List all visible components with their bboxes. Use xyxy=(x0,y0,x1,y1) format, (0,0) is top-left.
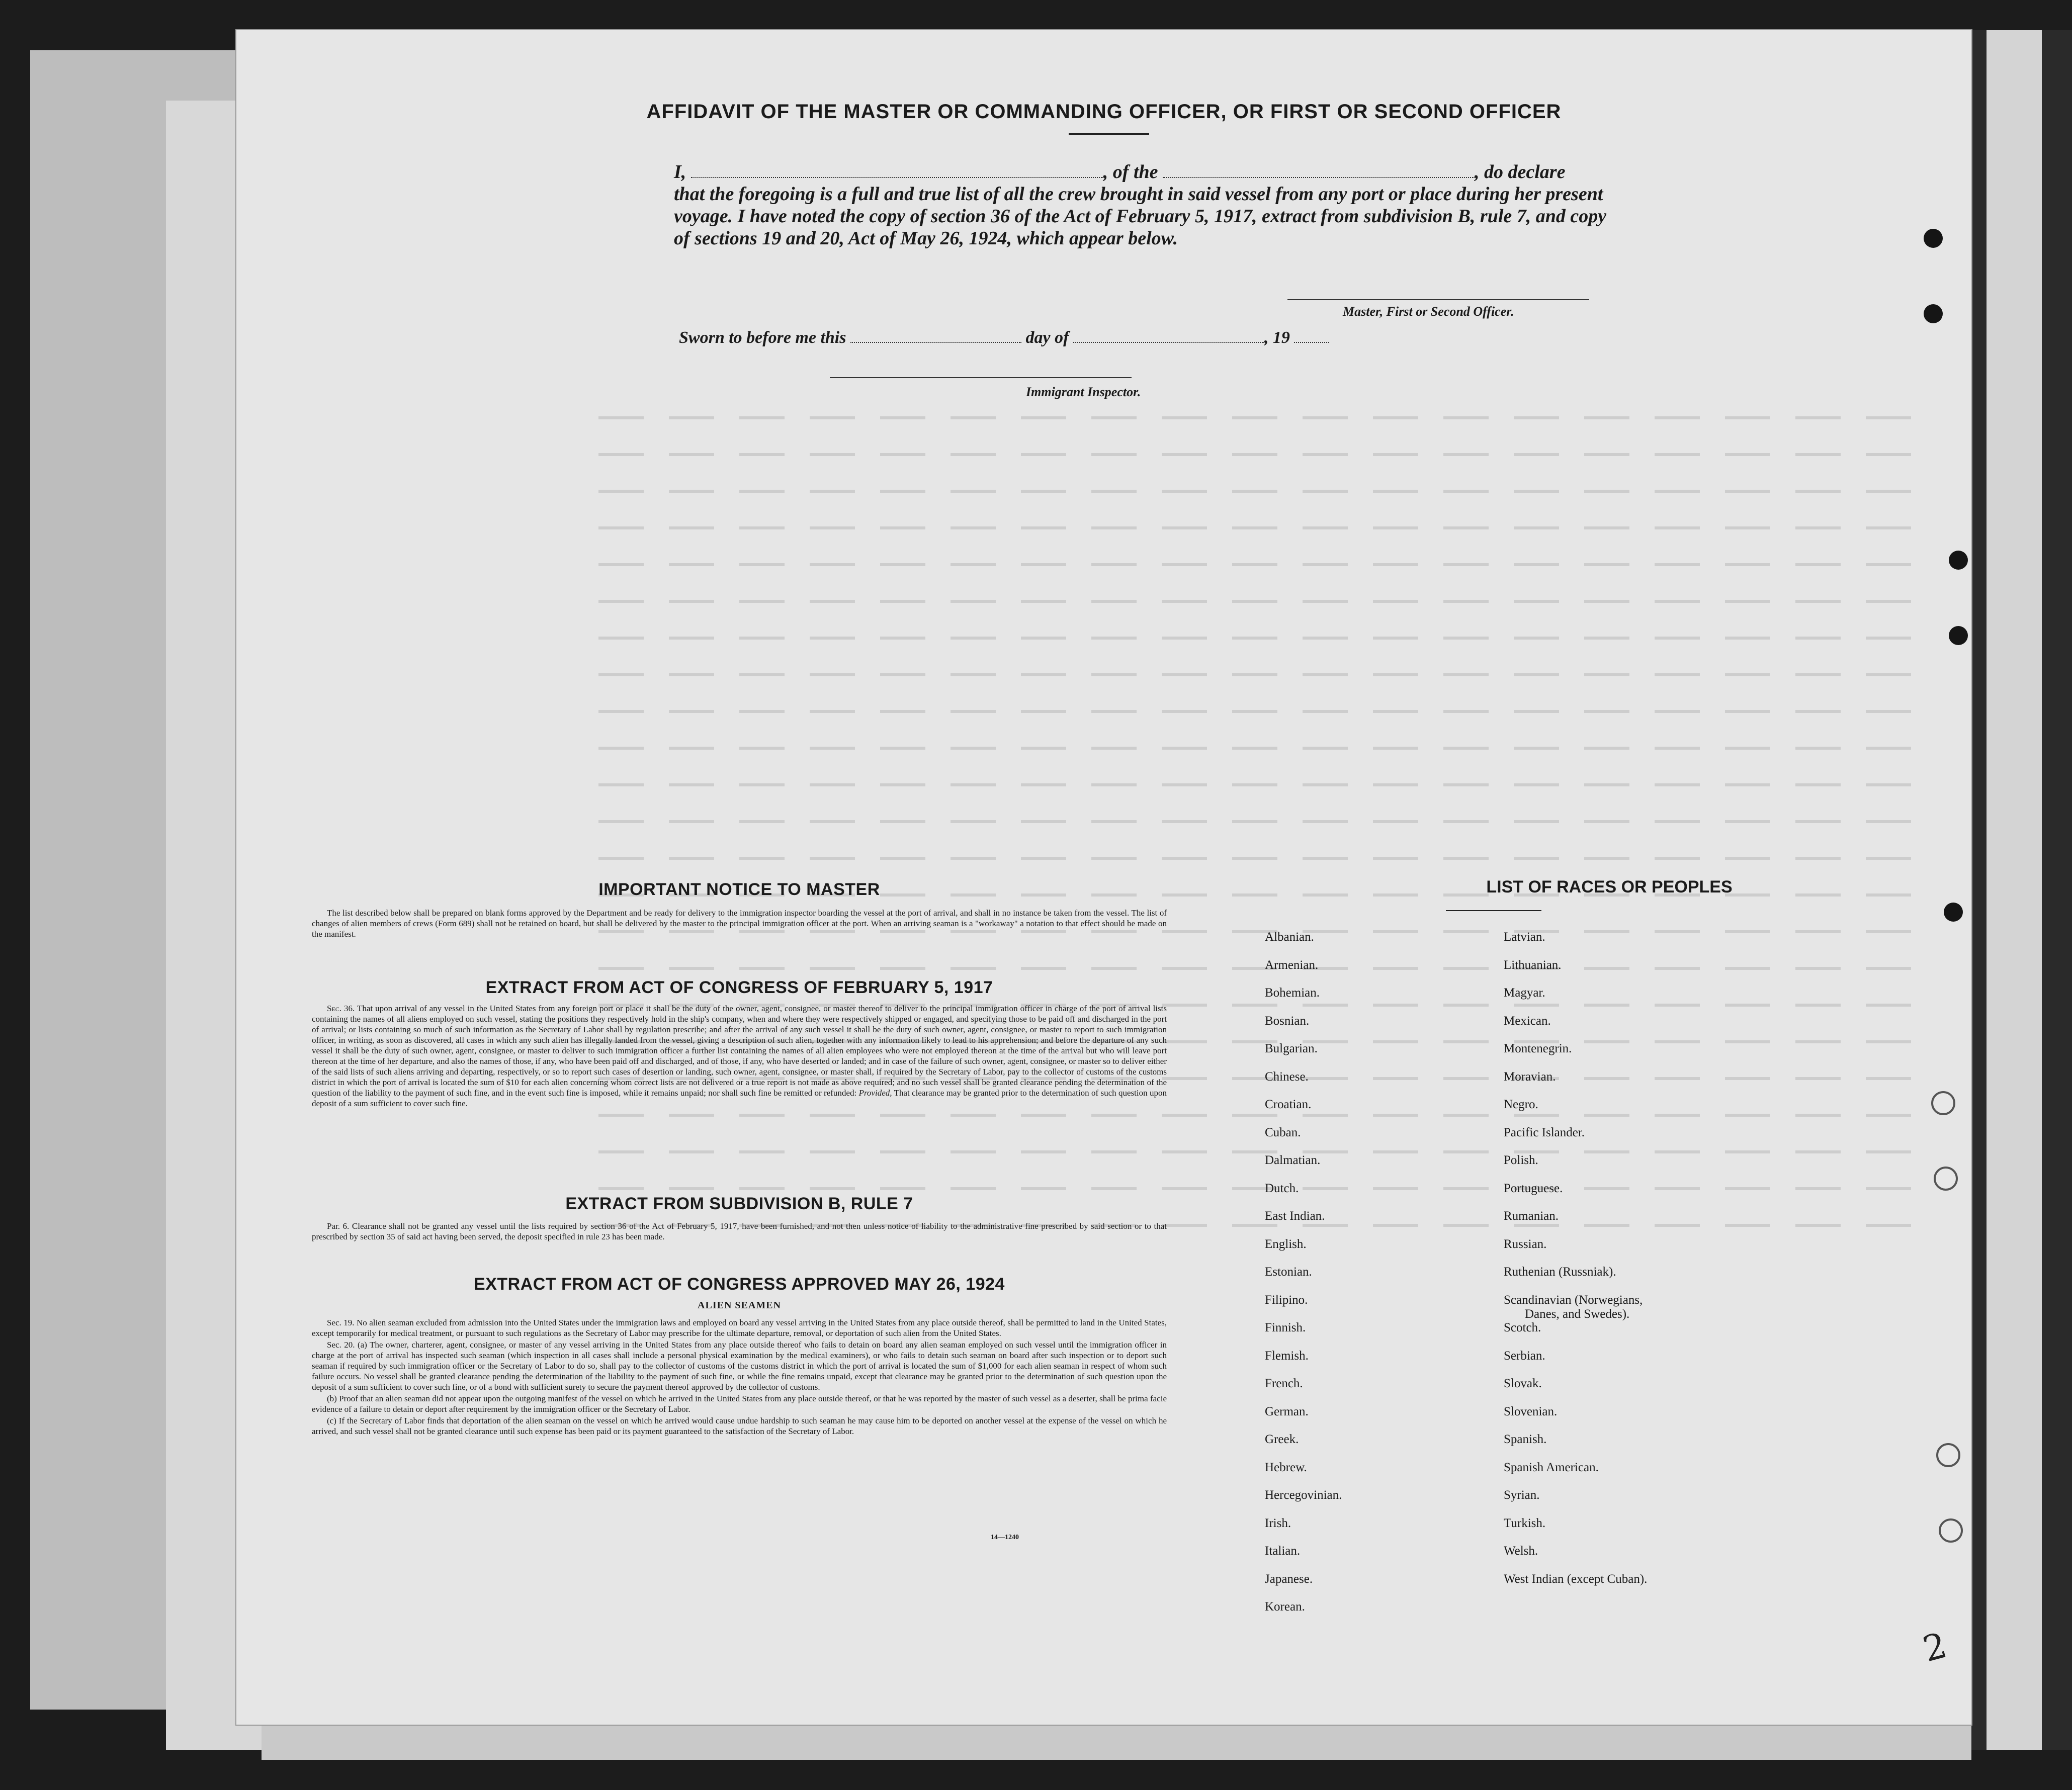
race-item: French. xyxy=(1265,1377,1303,1390)
inspector-label: Immigrant Inspector. xyxy=(1026,385,1141,399)
affidavit-title: AFFIDAVIT OF THE MASTER OR COMMANDING OFFICER, OR FIRST OR SECOND OFFICER xyxy=(646,101,1562,123)
provided-label: Provided, xyxy=(858,1088,892,1098)
race-item: West Indian (except Cuban). xyxy=(1504,1572,1648,1586)
race-item: Lithuanian. xyxy=(1504,958,1562,972)
race-item: Turkish. xyxy=(1504,1516,1546,1530)
sec-20b: (b) Proof that an alien seaman did not appear upon the outgoing manifest of the vessel on which he arrived in the United States from any place outside thereof, or that he was reported by the master of such vessel as a deserter, shall be prima facie evidence of a failure to detain or deport after requirement by the immigration officer or the Secretary of Labor. xyxy=(312,1394,1167,1414)
race-item: Dutch. xyxy=(1265,1181,1299,1195)
race-item: German. xyxy=(1265,1404,1309,1418)
sec-20c: (c) If the Secretary of Labor finds that deportation of the alien seaman on the vessel on which he arrived would cause undue hardship to such seaman he may cause him to be deported on another vessel at the expense of the vessel on which he arrived, and such vessel shall not be granted clearance until such expense has been paid or its payment guaranteed to the satisfaction of the Secretary of Labor. xyxy=(312,1416,1167,1436)
name-field[interactable] xyxy=(691,162,1103,178)
race-item: Portuguese. xyxy=(1504,1181,1563,1195)
race-item: Mexican. xyxy=(1504,1014,1551,1028)
race-item: Greek. xyxy=(1265,1433,1299,1446)
race-item: Chinese. xyxy=(1265,1069,1309,1084)
sworn-month-field[interactable] xyxy=(1073,327,1264,343)
declaration-text xyxy=(674,161,1851,249)
race-item: Korean. xyxy=(1265,1600,1305,1614)
race-item: Spanish American. xyxy=(1504,1460,1599,1474)
race-item: Scotch. xyxy=(1504,1321,1541,1334)
sec-36-tail: That clearance may be granted prior to the determination of such question upon deposit of a sum sufficient to cover such fine. xyxy=(312,1088,1167,1108)
race-item: Bohemian. xyxy=(1265,986,1320,1000)
race-item: Bosnian. xyxy=(1265,1014,1310,1028)
sec-36-label: Sec. 36. xyxy=(327,1004,355,1013)
year-label: , 19 xyxy=(1264,328,1290,347)
race-item: Filipino. xyxy=(1265,1293,1308,1307)
race-item: Bulgarian. xyxy=(1265,1042,1318,1055)
reinforcement-ring xyxy=(1931,1091,1955,1115)
race-item: Rumanian. xyxy=(1504,1209,1559,1223)
reinforcement-ring xyxy=(1934,1167,1958,1191)
race-item: Slovak. xyxy=(1504,1377,1542,1390)
race-item: Hercegovinian. xyxy=(1265,1488,1342,1502)
declaration-line: that the foregoing is a full and true list of all the crew brought in said vessel from any port or place during her present xyxy=(674,184,1603,205)
races-rule xyxy=(1446,910,1541,911)
race-item: Russian. xyxy=(1504,1237,1547,1251)
inspector-signature-line[interactable] xyxy=(830,377,1132,378)
vessel-field[interactable] xyxy=(1163,162,1475,178)
rule-7-paragraph: Par. 6. Clearance shall not be granted any vessel until the lists required by section 36 of the Act of February 5, 1917, have been furnished, and not then unless notice of liability to the administrative fine prescribed by said section or to that prescribed by section 35 of said act having been served, the deposit specified in rule 23 has been made. xyxy=(312,1221,1167,1241)
race-item: Flemish. xyxy=(1265,1349,1309,1363)
race-item: Latvian. xyxy=(1504,930,1545,944)
race-item: Magyar. xyxy=(1504,986,1545,1000)
race-item: Cuban. xyxy=(1265,1125,1301,1139)
declaration-line: of sections 19 and 20, Act of May 26, 1924, which appear below. xyxy=(674,228,1178,249)
manifest-page xyxy=(236,30,1971,1725)
page-number: 2 xyxy=(1919,1624,1951,1670)
punch-hole xyxy=(1924,304,1943,323)
declaration-line: voyage. I have noted the copy of section 36 of the Act of February 5, 1917, extract from subdivision B, rule 7, and copy xyxy=(674,206,1607,227)
race-item: Slovenian. xyxy=(1504,1404,1558,1418)
bleed-through xyxy=(598,392,1931,1247)
race-item: Polish. xyxy=(1504,1153,1538,1167)
day-of-label: day of xyxy=(1025,328,1069,347)
race-item: Negro. xyxy=(1504,1098,1538,1111)
binding-edge xyxy=(1971,30,2072,1750)
extract-1917-text xyxy=(312,1003,1167,1110)
sec-20a: Sec. 20. (a) The owner, charterer, agent, consignee, or master of any vessel arriving in the United States from any place outside thereof who fails to detain on board any alien seaman employed on such vessel until the immigration officer in charge at the port of arrival has inspected such seaman (which inspection in all cases shall include a personal physical examination by the medical examiners), or who fails to detain such seaman on board after such inspection or to deport such seaman if required by such immigration officer or the Secretary of Labor to do so, shall pay to the collector of customs of the customs district in which the port of arrival is located the sum of $1,000 for each alien seaman in respect of whom such failure occurs. No vessel shall be granted clearance pending the determination of the liability to the payment of such fine, or while the fine remains unpaid, except that clearance may be granted prior to the determination of such question upon the deposit of a sum sufficient to cover such fine, or of a bond with sufficient surety to secure the payment thereof approved by the collector of customs. xyxy=(312,1340,1167,1392)
race-item: English. xyxy=(1265,1237,1307,1251)
race-item: Ruthenian (Russniak). xyxy=(1504,1265,1616,1279)
punch-hole xyxy=(1924,229,1943,248)
notice-text xyxy=(312,908,1167,940)
races-title: LIST OF RACES OR PEOPLES xyxy=(1486,877,1733,897)
do-declare-label: , do declare xyxy=(1475,161,1566,183)
signature-line[interactable] xyxy=(1287,299,1589,300)
title-rule xyxy=(1069,133,1149,135)
reinforcement-ring xyxy=(1939,1518,1963,1543)
sworn-year-field[interactable] xyxy=(1294,327,1329,343)
alien-seamen-subtitle: ALIEN SEAMEN xyxy=(698,1300,781,1311)
race-item: East Indian. xyxy=(1265,1209,1325,1223)
race-item: Danes, and Swedes). xyxy=(1525,1307,1630,1321)
race-item: Irish. xyxy=(1265,1516,1291,1530)
punch-hole xyxy=(1949,551,1968,570)
of-the-label: , of the xyxy=(1103,161,1158,183)
extract-1924-text xyxy=(312,1317,1167,1438)
race-item: Italian. xyxy=(1265,1544,1301,1558)
race-item: Serbian. xyxy=(1504,1349,1545,1363)
race-item: Pacific Islander. xyxy=(1504,1125,1585,1139)
sworn-line xyxy=(679,327,1329,347)
race-item: Croatian. xyxy=(1265,1098,1312,1111)
punch-hole xyxy=(1949,626,1968,645)
sec-36-body: That upon arrival of any vessel in the United States from any foreign port or place it shall be the duty of the owner, agent, consignee, or master thereof to deliver to the principal immigration officer in charge of the port of arrival lists containing the names of all aliens employed on such vessel, stating the positions they respectively hold in the ship's company, when and where they were respectively shipped or engaged, and specifying those to be paid off and discharged in the port of arrival; or lists containing so much of such information as the Secretary of Labor shall by regulation prescribe; and after the arrival of any such vessel it shall be the duty of such owner, agent, consignee, or master to report to such immigration officer, in writing, as soon as discovered, all cases in which any such alien has illegally landed from the vessel, giving a description of such alien, together with any information likely to lead to his apprehension; and before the departure of any such vessel it shall be the duty of such owner, agent, consignee, or master to deliver to such immigration officer a further list containing the names of all alien employees who were not employed thereon at the time of the arrival but who will leave port thereon at the time of her departure, and also the names of those, if any, who have been paid off and discharged, and of those, if any, who have deserted or landed; and in case of the failure of such owner, agent, consignee, or master so to deliver either of the said lists of such aliens arriving and departing, respectively, or so to report such cases of desertion or landing, such owner, agent, consignee, or master shall, if required by the Secretary of Labor, pay to the collector of customs of the customs district in which the port of arrival is located the sum of $10 for each alien concerning whom correct lists are not delivered or a true report is not made as above required; and no such vessel shall be granted clearance pending the determination of the question of the liability to the payment of such fine, and in the event such fine is imposed, while it remains unpaid; nor shall such fine be remitted or refunded: xyxy=(312,1004,1167,1098)
sec-19: Sec. 19. No alien seaman excluded from admission into the United States under the immigration laws and employed on board any vessel arriving in the United States from any place outside thereof, shall be permitted to land in the United States, except temporarily for medical treatment, or pursuant to such regulations as the Secretary of Labor may prescribe for the ultimate departure, removal, or deportation of such alien from the United States. xyxy=(312,1318,1167,1338)
race-item: Montenegrin. xyxy=(1504,1042,1572,1055)
race-item: Scandinavian (Norwegians, xyxy=(1504,1293,1643,1307)
race-item: Armenian. xyxy=(1265,958,1319,972)
race-item: Spanish. xyxy=(1504,1433,1547,1446)
race-item: Finnish. xyxy=(1265,1321,1306,1334)
race-item: Japanese. xyxy=(1265,1572,1313,1586)
notice-paragraph: The list described below shall be prepared on blank forms approved by the Department and be ready for delivery to the immigration inspector boarding the vessel at the port of arrival, and shall in no instance be taken from the vessel. The list of changes of alien members of crews (Form 689) shall not be retained on board, but shall be delivered by the master to the principal immigration officer at the port. When an arriving seaman is a "workaway" a notation to that effect should be made on the manifest. xyxy=(312,908,1167,939)
signer-label: Master, First or Second Officer. xyxy=(1343,304,1514,319)
notice-title: IMPORTANT NOTICE TO MASTER xyxy=(598,880,880,899)
reinforcement-ring xyxy=(1936,1443,1960,1467)
sworn-label: Sworn to before me this xyxy=(679,328,846,347)
punch-hole xyxy=(1944,903,1963,922)
race-item: Estonian. xyxy=(1265,1265,1312,1279)
race-item: Moravian. xyxy=(1504,1069,1556,1084)
race-item: Welsh. xyxy=(1504,1544,1538,1558)
sworn-day-field[interactable] xyxy=(850,327,1021,343)
extract-1924-title: EXTRACT FROM ACT OF CONGRESS APPROVED MAY 26, 1924 xyxy=(474,1275,1005,1294)
rule-7-text xyxy=(312,1221,1167,1243)
race-item: Syrian. xyxy=(1504,1488,1540,1502)
race-item: Hebrew. xyxy=(1265,1460,1307,1474)
extract-1917-title: EXTRACT FROM ACT OF CONGRESS OF FEBRUARY 5, 1917 xyxy=(485,978,993,997)
rule-7-title: EXTRACT FROM SUBDIVISION B, RULE 7 xyxy=(565,1194,913,1213)
i-label: I, xyxy=(674,161,686,183)
form-number: 14—1240 xyxy=(991,1534,1019,1541)
race-item: Dalmatian. xyxy=(1265,1153,1321,1167)
race-item: Albanian. xyxy=(1265,930,1314,944)
